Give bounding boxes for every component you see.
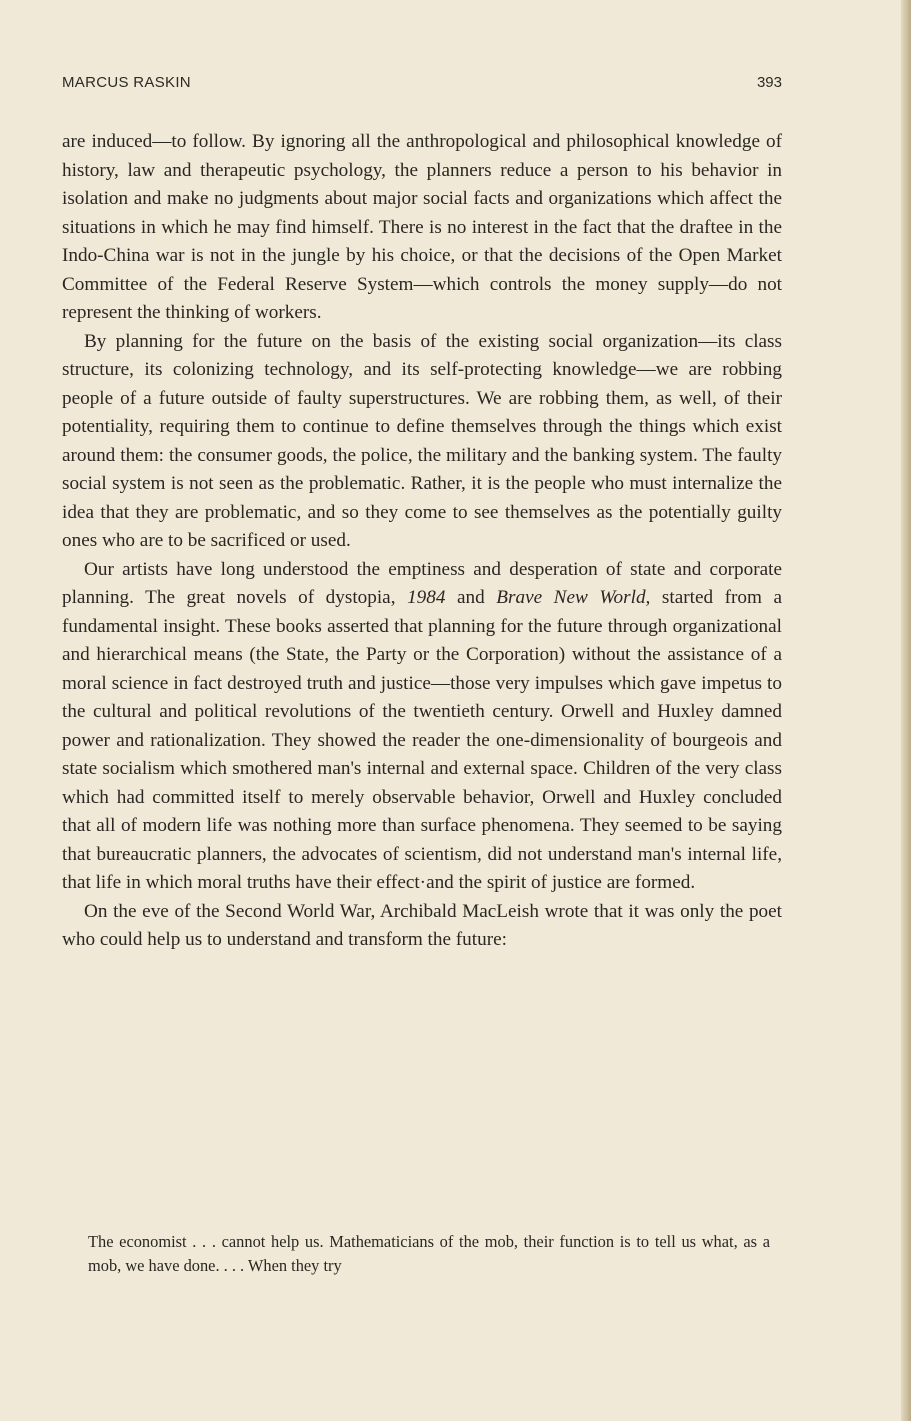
paragraph-3-text-b: and — [445, 587, 497, 608]
paragraph-3-text-a: Our artists have long understood the emptiness and desperation of state and corporate planning. The great novels of dystopia, — [62, 558, 782, 608]
page-header — [62, 74, 782, 98]
block-quote — [88, 1230, 770, 1278]
book-title-1984: 1984 — [407, 587, 446, 608]
block-quote-text: The economist . . . cannot help us. Mathematicians of the mob, their function is to tell us what, as a mob, we have done. . . . When they try — [88, 1232, 770, 1275]
paragraph-3-text-c: started from a fundamental insight. These books asserted that planning for the future through organizational and hierarchical means (the State, the Party or the Corporation) without the assistance of a moral science in fact destroyed truth and justice—those very impulses which gave impetus to the cultural and political revolutions of the twentieth century. Orwell and Huxley damned power and rationalization. They showed the reader the one-dimensionality of bourgeois and state socialism which smothered man's internal and external space. Children of the very class which had committed itself to merely observable behavior, Orwell and Huxley concluded that all of modern life was nothing more than surface phenomena. They seemed to be saying that bureaucratic planners, the advocates of scientism, did not understand man's internal life, that life in which moral truths have their effect·and the spirit of justice are formed. — [62, 587, 782, 893]
body-text — [62, 128, 782, 955]
paragraph-4: On the eve of the Second World War, Archibald MacLeish wrote that it was only the poet who could help us to understand and transform the future: — [62, 900, 782, 950]
paragraph-2: By planning for the future on the basis of the existing social organization—its class structure, its colonizing technology, and its self-protecting knowledge—we are robbing people of a future outside of faulty superstructures. We are robbing them, as well, of their potentiality, requiring them to continue to define themselves through the things which exist around them: the consumer goods, the police, the military and the banking system. The faulty social system is not seen as the problematic. Rather, it is the people who must internalize the idea that they are problematic, and so they come to see themselves as the potentially guilty ones who are to be sacrificed or used. — [62, 330, 782, 551]
page-edge — [901, 0, 911, 1421]
book-title-brave-new-world: Brave New World, — [496, 587, 651, 608]
running-head: MARCUS RASKIN — [62, 74, 191, 91]
paragraph-3 — [62, 556, 782, 898]
page-number: 393 — [756, 74, 782, 91]
paragraph-1: are induced—to follow. By ignoring all the anthropological and philosophical knowledge of history, law and therapeutic psychology, the planners reduce a person to his behavior in isolation and make no judgments about major social facts and organizations which affect the situations in which he may find himself. There is no interest in the fact that the draftee in the Indo-China war is not in the jungle by his choice, or that the decisions of the Open Market Committee of the Federal Reserve System—which controls the money supply—do not represent the thinking of workers. — [62, 131, 782, 323]
